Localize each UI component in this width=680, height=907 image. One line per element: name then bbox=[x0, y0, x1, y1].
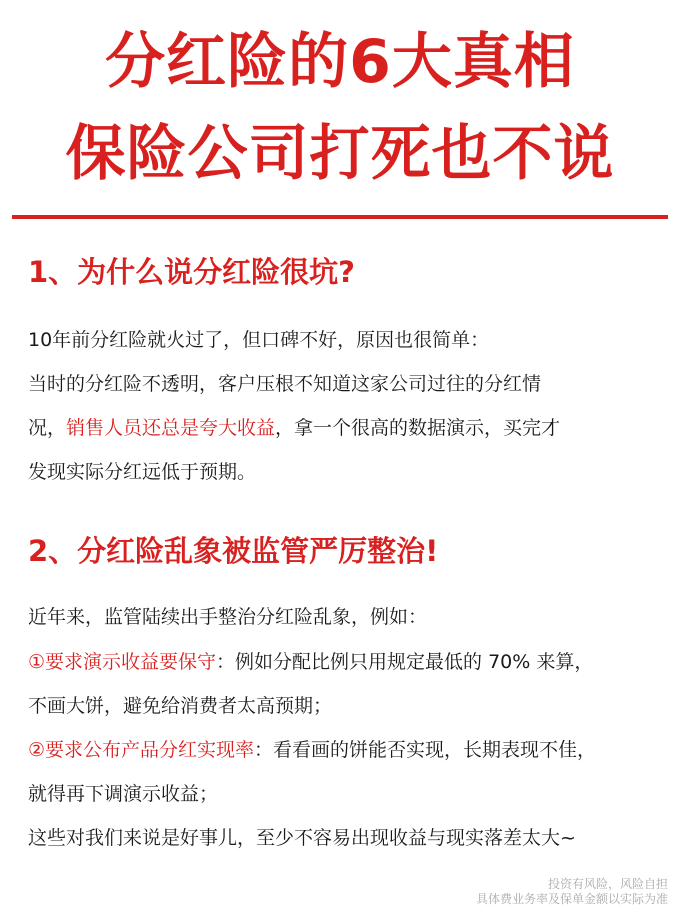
section-1-line-3-pre: 况， bbox=[28, 417, 67, 439]
section-2-item-2-rest: ：看看画的饼能否实现，长期表现不佳， bbox=[254, 739, 597, 761]
main-title-line-1: 分红险的6大真相 bbox=[105, 27, 575, 97]
title-divider bbox=[12, 215, 668, 219]
section-2-item-1-rest: ：例如分配比例只用规定最低的 70% 来算， bbox=[216, 651, 594, 673]
section-2-intro: 近年来，监管陆续出手整治分红险乱象，例如： bbox=[28, 606, 428, 628]
section-2-item-1-cont: 不画大饼，避免给消费者太高预期； bbox=[28, 695, 333, 717]
section-1-line-3-post: ，拿一个很高的数据演示，买完才 bbox=[275, 417, 561, 439]
section-2-item-2-highlight: ②要求公布产品分红实现率 bbox=[28, 739, 255, 761]
section-2-item-2-cont: 就得再下调演示收益； bbox=[28, 783, 219, 805]
section-1-highlight: 销售人员还总是夸大收益 bbox=[66, 417, 276, 439]
footer-disclaimer-line-1: 投资有风险，风险自担 bbox=[547, 877, 668, 891]
section-2-heading: 2、分红险乱象被监管严厉整治! bbox=[28, 534, 439, 568]
section-2-item-2 bbox=[28, 738, 596, 762]
section-1-line-1: 10年前分红险就火过了，但口碑不好，原因也很简单： bbox=[28, 329, 490, 351]
section-2-item-1 bbox=[28, 650, 593, 674]
main-title-line-2: 保险公司打死也不说 bbox=[65, 119, 615, 189]
section-1-line-3 bbox=[28, 416, 560, 440]
section-1-line-4: 发现实际分红远低于预期。 bbox=[28, 461, 257, 483]
footer-disclaimer-line-2: 具体费业务率及保单金额以实际为准 bbox=[475, 892, 668, 906]
section-2-item-1-highlight: ①要求演示收益要保守 bbox=[28, 651, 217, 673]
section-2-closing: 这些对我们来说是好事儿，至少不容易出现收益与现实落差太大~ bbox=[28, 827, 576, 849]
section-1-line-2: 当时的分红险不透明，客户压根不知道这家公司过往的分红情 bbox=[28, 373, 542, 395]
section-1-heading: 1、为什么说分红险很坑? bbox=[28, 255, 356, 289]
